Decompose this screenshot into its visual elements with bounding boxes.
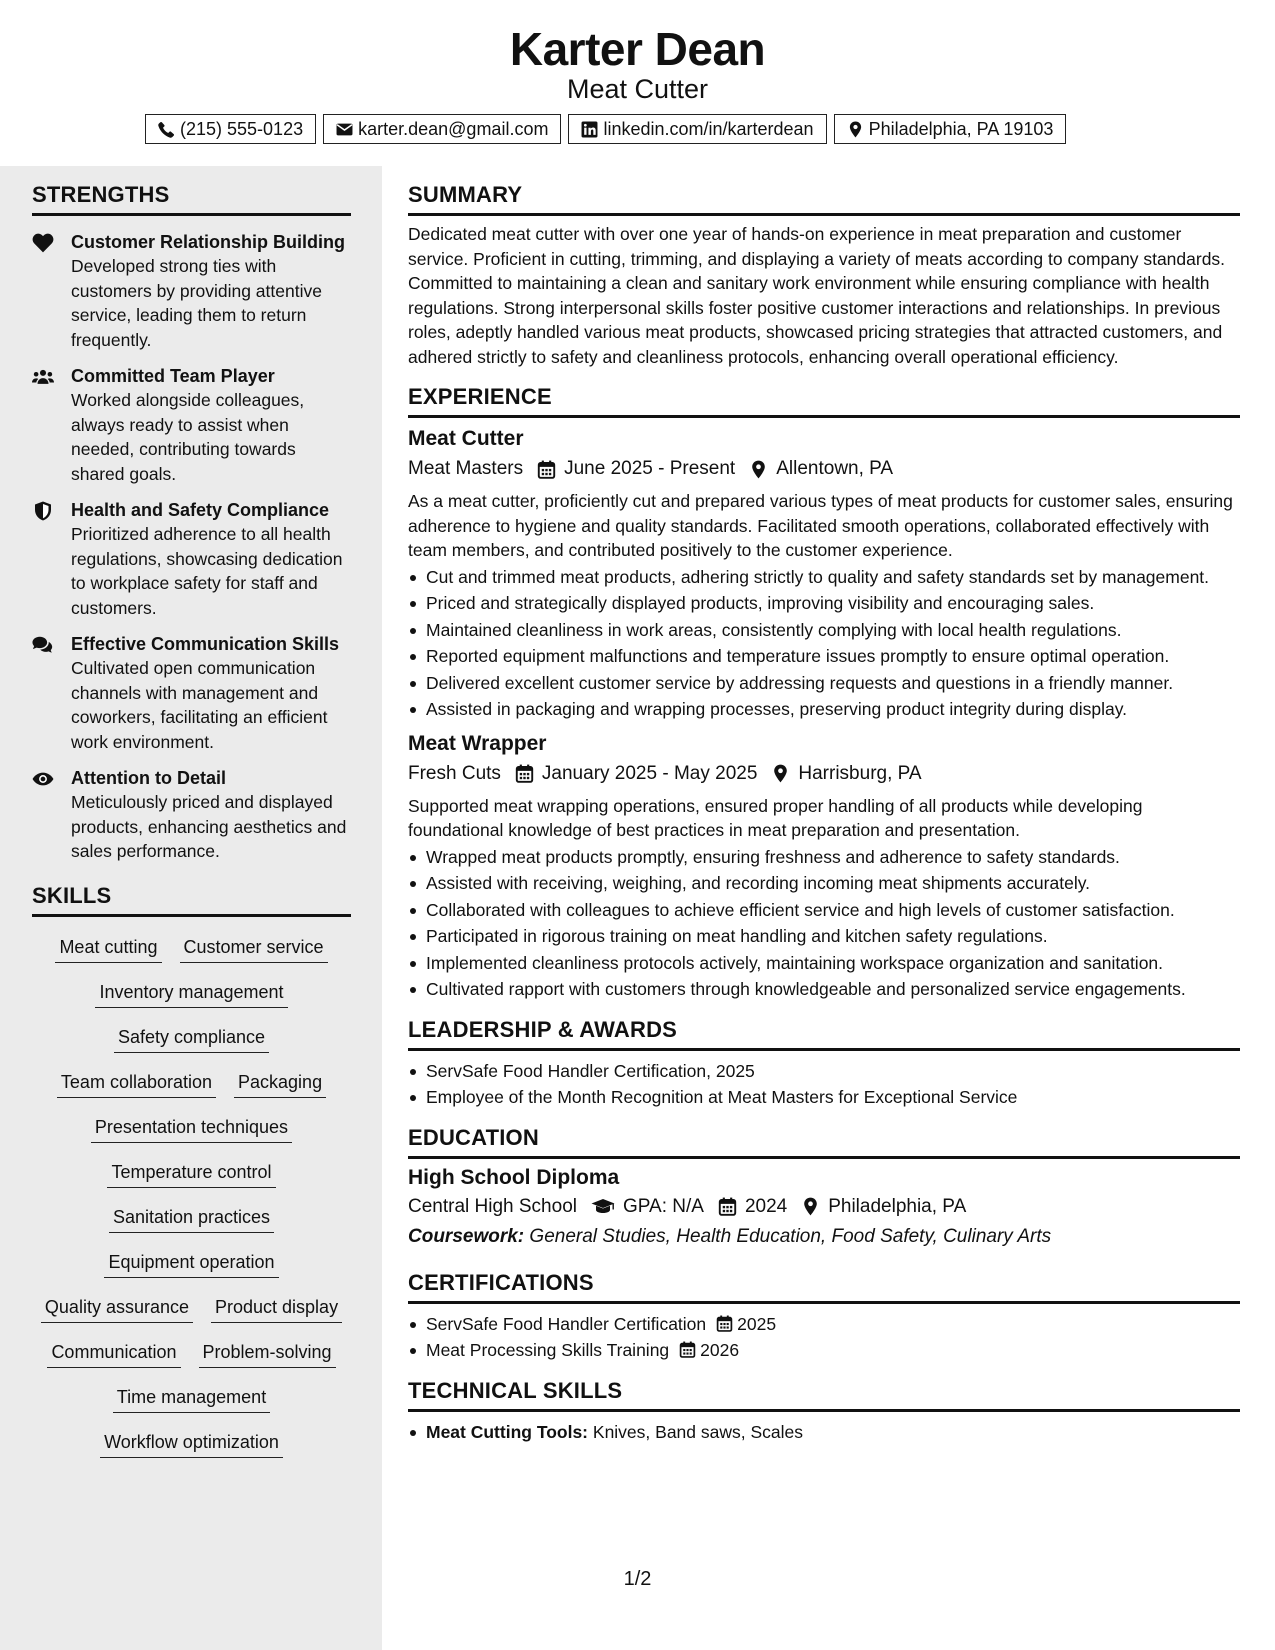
strength-title: Attention to Detail <box>71 768 226 788</box>
job-description: As a meat cutter, proficiently cut and prepared various types of meat products for customer sales, ensuring adherence to hygiene and quality standards. Facilitated smooth operations, collaborated effectively with team members, and contributed positively to the customer experience. <box>408 491 1233 560</box>
contact-phone-text: (215) 555-0123 <box>180 118 304 139</box>
candidate-name: Karter Dean <box>509 23 766 75</box>
skill-row <box>32 1428 351 1473</box>
technical-skills-heading: TECHNICAL SKILLS <box>408 1377 1240 1412</box>
skill-row <box>32 1203 351 1248</box>
job-dates: June 2025 - Present <box>564 458 736 479</box>
coursework-label: Coursework: <box>408 1225 525 1247</box>
list-item: Assisted with receiving, weighing, and recording incoming meat shipments accurately. <box>408 871 1240 896</box>
technical-skill-value: Knives, Band saws, Scales <box>592 1421 803 1442</box>
skill-tag: Problem-solving <box>199 1338 336 1368</box>
map-pin-icon <box>771 764 790 783</box>
job-dates: January 2025 - May 2025 <box>541 762 758 784</box>
skill-tag: Packaging <box>234 1068 326 1098</box>
contact-linkedin[interactable] <box>568 114 826 144</box>
skills-list <box>32 933 351 1473</box>
technical-skills-list <box>408 1420 1240 1445</box>
strength-item <box>32 632 351 754</box>
list-item: Delivered excellent customer service by addressing requests and questions in a friendly manner. <box>408 671 1240 696</box>
contact-bar <box>145 114 1066 144</box>
education-heading: EDUCATION <box>408 1124 1240 1159</box>
job-title: Meat Wrapper <box>408 731 547 755</box>
skill-row <box>32 933 351 978</box>
strength-desc: Cultivated open communication channels with management and coworkers, facilitating an efficient work environment. <box>71 658 328 752</box>
skill-row <box>32 1293 351 1338</box>
strength-item <box>32 766 351 864</box>
awards-heading: LEADERSHIP & AWARDS <box>408 1016 1240 1051</box>
skill-tag: Customer service <box>180 933 328 963</box>
job-location: Allentown, PA <box>776 458 894 479</box>
strength-item <box>32 364 351 486</box>
calendar-icon <box>716 1315 733 1332</box>
contact-email-text: karter.dean@gmail.com <box>358 118 549 139</box>
contact-phone[interactable] <box>145 114 316 144</box>
list-item: Wrapped meat products promptly, ensuring freshness and adherence to safety standards. <box>408 845 1240 870</box>
strength-desc: Meticulously priced and displayed products, enhancing aesthetics and sales performance. <box>71 792 347 861</box>
contact-email[interactable] <box>323 114 561 144</box>
shield-icon <box>32 501 54 521</box>
calendar-icon <box>679 1341 696 1358</box>
skill-row <box>32 1338 351 1383</box>
strength-title: Health and Safety Compliance <box>71 500 330 520</box>
main-content <box>408 166 1240 1446</box>
list-item: Cut and trimmed meat products, adhering strictly to quality and safety standards set by management. <box>408 565 1240 590</box>
summary-heading: SUMMARY <box>408 181 1240 216</box>
education-meta <box>408 1193 1240 1221</box>
skills-heading: SKILLS <box>32 882 351 917</box>
list-item: ServSafe Food Handler Certification, 2025 <box>408 1059 1240 1084</box>
strength-item <box>32 230 351 352</box>
certifications-heading: CERTIFICATIONS <box>408 1269 1240 1304</box>
skill-tag: Presentation techniques <box>91 1113 292 1143</box>
calendar-icon <box>537 460 556 479</box>
calendar-icon <box>718 1197 737 1216</box>
list-item: Participated in rigorous training on meat handling and kitchen safety regulations. <box>408 924 1240 949</box>
skill-row <box>32 1383 351 1428</box>
list-item: Maintained cleanliness in work areas, consistently complying with local health regulations. <box>408 618 1240 643</box>
job-title: Meat Cutter <box>408 427 524 450</box>
skill-tag: Meat cutting <box>55 933 161 963</box>
strength-title: Customer Relationship Building <box>71 232 346 252</box>
resume-header <box>0 0 1275 166</box>
candidate-role: Meat Cutter <box>566 74 709 104</box>
list-item <box>408 1420 1240 1445</box>
graduation-cap-icon <box>591 1197 615 1216</box>
education-entry <box>408 1164 1240 1251</box>
eye-icon <box>32 769 54 789</box>
skill-row <box>32 1158 351 1203</box>
skill-tag: Inventory management <box>95 978 287 1008</box>
strength-item <box>32 498 351 620</box>
list-item: Employee of the Month Recognition at Meat Masters for Exceptional Service <box>408 1085 1240 1110</box>
awards-list <box>408 1059 1240 1110</box>
certification-year: 2025 <box>737 1313 777 1334</box>
degree-title: High School Diploma <box>408 1165 620 1189</box>
list-item: Collaborated with colleagues to achieve efficient service and high levels of customer satisfaction. <box>408 898 1240 923</box>
skill-row <box>32 978 351 1023</box>
comments-icon <box>32 635 54 655</box>
skill-tag: Communication <box>47 1338 180 1368</box>
users-icon <box>32 367 54 387</box>
contact-location-text: Philadelphia, PA 19103 <box>868 118 1054 139</box>
skill-tag: Temperature control <box>107 1158 275 1188</box>
map-pin-icon <box>847 121 864 138</box>
job-location: Harrisburg, PA <box>798 762 922 784</box>
list-item <box>408 1338 1240 1363</box>
skill-row <box>32 1068 351 1113</box>
skill-tag: Quality assurance <box>41 1293 193 1323</box>
skill-tag: Product display <box>211 1293 342 1323</box>
list-item <box>408 1312 1240 1337</box>
contact-linkedin-text: linkedin.com/in/karterdean <box>603 118 814 139</box>
skill-tag: Time management <box>113 1383 270 1413</box>
map-pin-icon <box>801 1197 820 1216</box>
list-item: Assisted in packaging and wrapping processes, preserving product integrity during display. <box>408 697 1240 722</box>
skill-tag: Team collaboration <box>57 1068 216 1098</box>
map-pin-icon <box>749 460 768 479</box>
job-meta <box>408 760 1240 788</box>
coursework-text: General Studies, Health Education, Food Safety, Culinary Arts <box>529 1225 1052 1247</box>
skill-tag: Sanitation practices <box>109 1203 274 1233</box>
job-entry <box>408 425 1240 722</box>
gpa: GPA: N/A <box>622 1195 704 1217</box>
contact-location <box>834 114 1067 144</box>
strength-title: Committed Team Player <box>71 366 275 386</box>
skill-tag: Equipment operation <box>104 1248 278 1278</box>
skill-tag: Safety compliance <box>114 1023 269 1053</box>
coursework <box>408 1223 1240 1251</box>
job-company: Fresh Cuts <box>408 762 501 784</box>
strength-title: Effective Communication Skills <box>71 634 340 654</box>
phone-icon <box>158 121 175 138</box>
strengths-heading: STRENGTHS <box>32 181 351 216</box>
list-item: Implemented cleanliness protocols actively, maintaining workspace organization and sanitation. <box>408 951 1240 976</box>
graduation-year: 2024 <box>744 1195 788 1217</box>
job-bullets <box>408 845 1240 1002</box>
skill-row <box>32 1023 351 1068</box>
skill-row <box>32 1113 351 1158</box>
job-entry <box>408 730 1240 1002</box>
strength-desc: Worked alongside colleagues, always ready to assist when needed, contributing towards shared goals. <box>71 390 305 484</box>
list-item: Priced and strategically displayed products, improving visibility and encouraging sales. <box>408 591 1240 616</box>
job-company: Meat Masters <box>408 458 524 479</box>
school-name: Central High School <box>408 1195 577 1217</box>
envelope-icon <box>336 121 353 138</box>
technical-skill-label: Meat Cutting Tools: <box>426 1421 589 1442</box>
strength-desc: Developed strong ties with customers by providing attentive service, leading them to return frequently. <box>71 256 322 350</box>
skill-row <box>32 1248 351 1293</box>
calendar-icon <box>515 764 534 783</box>
job-description: Supported meat wrapping operations, ensured proper handling of all products while developing foundational knowledge of best practices in meat preparation and presentation. <box>408 795 1143 840</box>
certifications-list <box>408 1312 1240 1363</box>
experience-heading: EXPERIENCE <box>408 383 1240 418</box>
strength-desc: Prioritized adherence to all health regulations, showcasing dedication to workplace safety for staff and customers. <box>71 524 343 618</box>
certification-year: 2026 <box>700 1340 740 1360</box>
certification-name: ServSafe Food Handler Certification <box>426 1313 707 1334</box>
linkedin-icon <box>581 121 598 138</box>
summary-text: Dedicated meat cutter with over one year of hands-on experience in meat preparation and customer service. Proficient in cutting, trimming, and displaying a variety of meats according to company standards. Committed to maintaining a clean and sanitary work environment while ensuring compliance with health regulations. Strong interpersonal skills foster positive customer interactions and relationships. In previous roles, adeptly handled various meat products, showcased pricing strategies that attracted customers, and adhered strictly to safety and cleanliness protocols, enhancing overall operational efficiency. <box>408 224 1226 367</box>
sidebar <box>0 166 382 1650</box>
skill-tag: Workflow optimization <box>100 1428 283 1458</box>
list-item: Reported equipment malfunctions and temperature issues promptly to ensure optimal operation. <box>408 644 1240 669</box>
list-item: Cultivated rapport with customers through knowledgeable and personalized service engagements. <box>408 977 1240 1002</box>
page-number: 1/2 <box>623 1568 652 1590</box>
job-meta <box>408 455 1240 483</box>
job-bullets <box>408 565 1240 722</box>
heart-icon <box>32 233 54 253</box>
school-location: Philadelphia, PA <box>828 1195 967 1217</box>
certification-name: Meat Processing Skills Training <box>426 1340 670 1360</box>
